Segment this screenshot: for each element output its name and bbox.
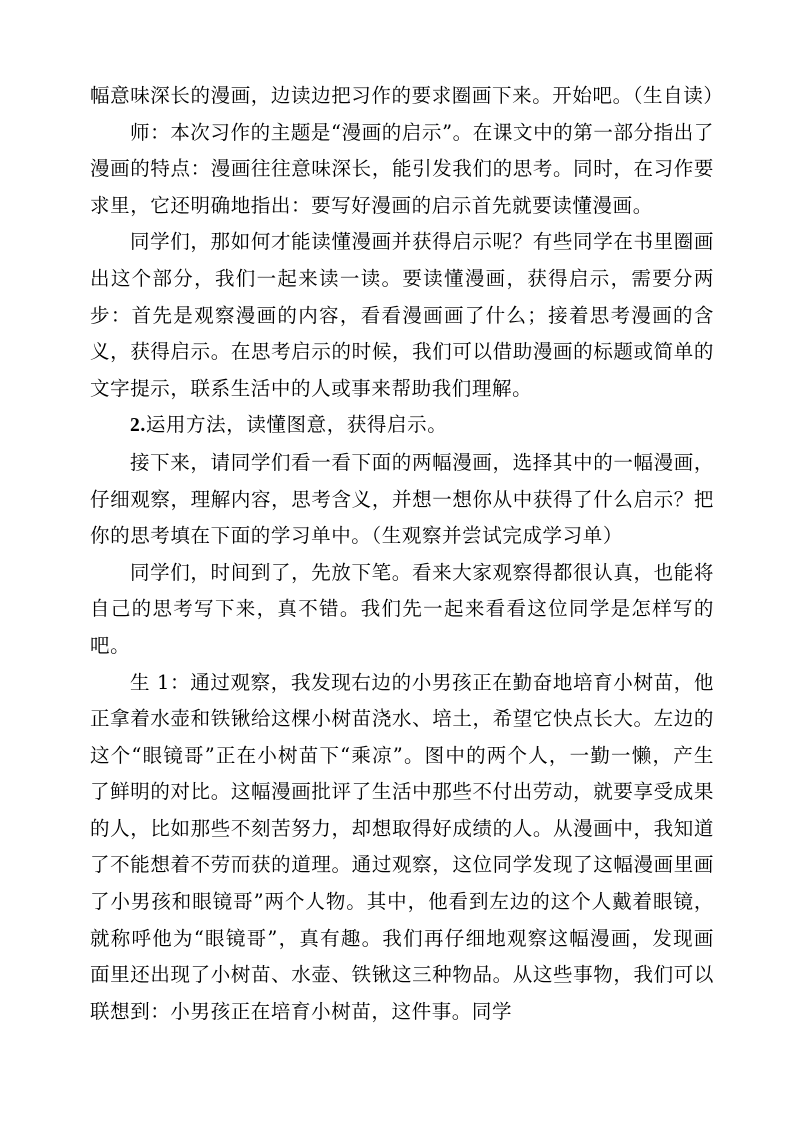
paragraph-teacher-theme: 师：本次习作的主题是“漫画的启示”。在课文中的第一部分指出了漫画的特点：漫画往往意味深长，能引发我们的思考。同时，在习作要求里，它还明确地指出：要写好漫画的启示首先就要读懂漫画。 <box>90 120 714 217</box>
paragraph-observe-comics: 接下来，请同学们看一看下面的两幅漫画，选择其中的一幅漫画，仔细观察，理解内容，思考含义，并想一想你从中获得了什么启示？把你的思考填在下面的学习单中。（生观察并尝试完成学习单） <box>90 450 714 548</box>
document-page <box>90 78 724 1030</box>
paragraph-time-up: 同学们，时间到了，先放下笔。看来大家观察得都很认真，也能将自己的思考写下来，真不错。我们先一起来看看这位同学是怎样写的吧。 <box>90 560 714 657</box>
paragraph-student-1-answer: 生 1：通过观察，我发现右边的小男孩正在勤奋地培育小树苗，他正拿着水壶和铁锹给这棵小树苗浇水、培土，希望它快点长大。左边的这个“眼镜哥”正在小树苗下“乘凉”。图中的两个人，一勤一懒，产生了鲜明的对比。这幅漫画批评了生活中那些不付出劳动，就要享受成果的人，比如那些不刻苦努力，却想取得好成绩的人。从漫画中，我知道了不能想着不劳而获的道理。通过观察，这位同学发现了这幅漫画里画了小男孩和眼镜哥”两个人物。其中，他看到左边的这个人戴着眼镜，就称呼他为“眼镜哥”，真有趣。我们再仔细地观察这幅漫画，发现画面里还出现了小树苗、水壶、铁锹这三种物品。从这些事物，我们可以联想到：小男孩正在培育小树苗，这件事。同学 <box>90 670 714 1023</box>
section-heading-2 <box>90 407 714 445</box>
section-heading-text: 运用方法，读懂图意，获得启示。 <box>145 413 448 437</box>
paragraph-intro-continuation: 幅意味深长的漫画，边读边把习作的要求圈画下来。开始吧。（生自读） <box>90 84 724 107</box>
paragraph-how-to-read-comics: 同学们，那如何才能读懂漫画并获得启示呢？有些同学在书里圈画出这个部分，我们一起来读一读。要读懂漫画，获得启示，需要分两步：首先是观察漫画的内容，看看漫画画了什么；接着思考漫画的含义，获得启示。在思考启示的时候，我们可以借助漫画的标题或简单的文字提示，联系生活中的人或事来帮助我们理解。 <box>90 230 714 400</box>
section-number: 2. <box>130 415 146 437</box>
